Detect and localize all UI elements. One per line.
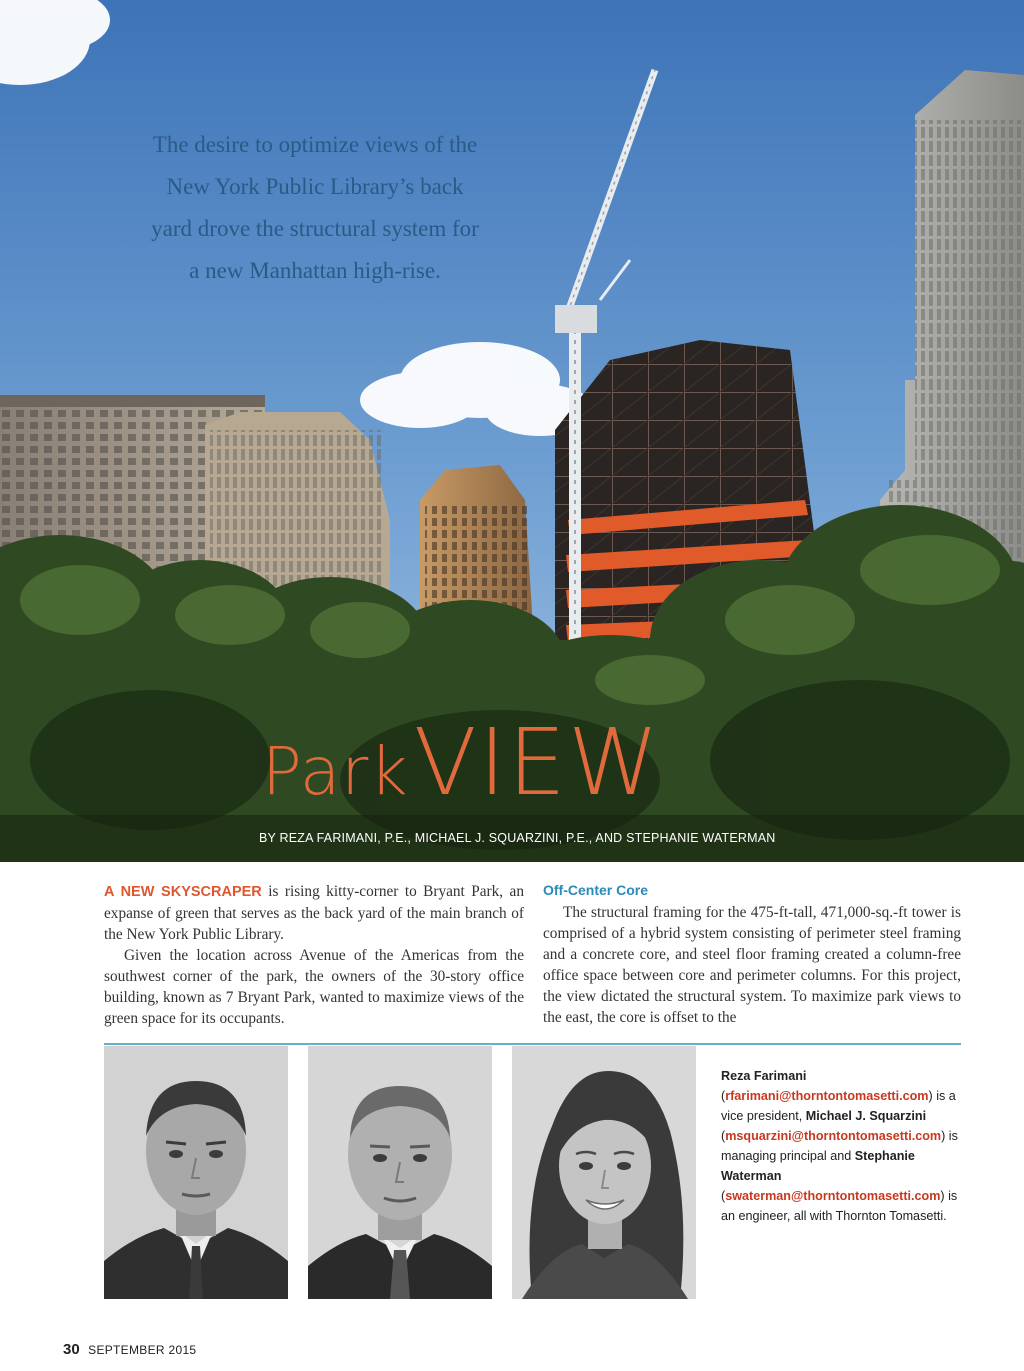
divider-rule bbox=[104, 1043, 961, 1045]
author-email-link[interactable]: msquarzini@thorntontomasetti.com bbox=[725, 1129, 942, 1143]
author-bio: Reza Farimani (rfarimani@thorntontomasetti.com) is a vice president, Michael J. Squarzini (msquarzini@thorntontomasetti.com) is managing principal and Stephanie Waterman (swaterman@thorntontomasetti.com) is an engineer, all with Thornton Tomasetti. bbox=[721, 1069, 958, 1223]
portrait-illustration bbox=[308, 1046, 492, 1299]
author-role: is a vice president, bbox=[721, 1089, 956, 1123]
page-folio bbox=[63, 1341, 196, 1359]
author-name: Stephanie Waterman bbox=[721, 1149, 915, 1183]
author-email-link[interactable]: rfarimani@thorntontomasetti.com bbox=[725, 1089, 929, 1103]
author-name: Reza Farimani bbox=[721, 1069, 807, 1083]
title-word-park: Park bbox=[262, 733, 409, 810]
byline: BY REZA FARIMANI, P.E., MICHAEL J. SQUARZINI, P.E., AND STEPHANIE WATERMAN bbox=[259, 831, 776, 845]
paragraph bbox=[104, 881, 524, 945]
author-email-link[interactable]: swaterman@thorntontomasetti.com bbox=[725, 1189, 941, 1203]
portrait-illustration bbox=[512, 1046, 696, 1299]
issue-date: SEPTEMBER 2015 bbox=[88, 1343, 197, 1357]
paragraph: Given the location across Avenue of the Americas from the southwest corner of the park, the owners of the 30-story office building, known as 7 Bryant Park, wanted to maximize views of the green space for its occupants. bbox=[104, 947, 524, 1027]
title-word-view: VIEW bbox=[413, 709, 661, 816]
section-subhead: Off-Center Core bbox=[543, 882, 649, 898]
author-name: Michael J. Squarzini bbox=[805, 1109, 927, 1123]
article-column-right bbox=[543, 881, 961, 1028]
article-column-left bbox=[104, 881, 524, 1029]
deck-line: yard drove the structural system for bbox=[151, 216, 479, 241]
portrait-illustration bbox=[104, 1046, 288, 1299]
deck-line: a new Manhattan high-rise. bbox=[189, 258, 441, 283]
author-photo-waterman bbox=[512, 1046, 696, 1299]
deck-line: New York Public Library’s back bbox=[166, 174, 464, 199]
article-title bbox=[262, 709, 661, 816]
deck-quote bbox=[110, 124, 520, 292]
author-role: is an engineer, all with Thornton Tomasetti. bbox=[721, 1189, 958, 1223]
author-photo-farimani bbox=[104, 1046, 288, 1299]
lead-in: A NEW SKYSCRAPER bbox=[104, 884, 262, 900]
page-number: 30 bbox=[63, 1341, 80, 1358]
paragraph-text: is rising kitty-corner to Bryant Park, an expanse of green that serves as the back yard of the main branch of the New York Public Library. bbox=[104, 883, 524, 943]
paragraph: The structural framing for the 475-ft-tall, 471,000-sq.-ft tower is comprised of a hybrid system consisting of perimeter steel framing and a concrete core, and steel floor framing created a column-free office space between core and perimeter columns. For this project, the view dictated the structural system. To maximize park views to the east, the core is offset to the bbox=[543, 904, 961, 1026]
deck-line: The desire to optimize views of the bbox=[152, 132, 478, 157]
author-role: is managing principal and bbox=[721, 1129, 958, 1163]
author-photo-squarzini bbox=[308, 1046, 492, 1299]
